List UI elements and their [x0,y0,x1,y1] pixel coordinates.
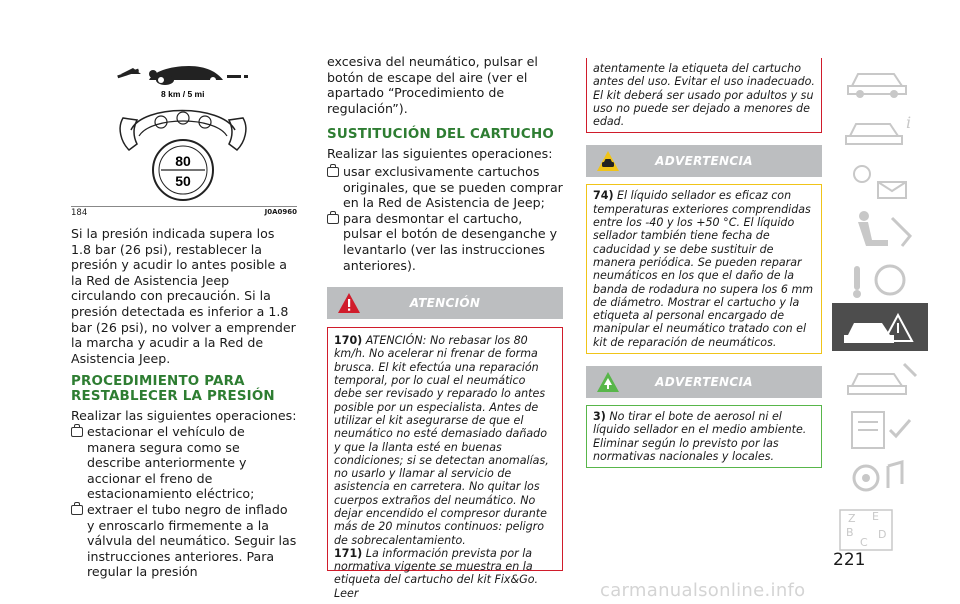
gauge-top-value: 80 [175,153,191,169]
figure-number: 184 [71,208,88,218]
index-icon[interactable] [832,506,928,552]
car-bullet-icon [71,505,83,515]
advertencia-banner [586,145,822,177]
warning-item: 171) La información prevista por la normativa vigente se muestra en la etiqueta del cartucho del kit Fix&Go. Leer [334,546,539,600]
intro-text: Realizar las siguientes operaciones: [327,146,553,162]
driving-steering-icon[interactable] [832,256,928,302]
section-heading: SUSTITUCIÓN DEL CARTUCHO [327,127,554,143]
emergency-car-icon[interactable] [832,303,928,351]
svg-text:E: E [872,510,879,523]
attention-box [327,327,563,600]
svg-text:D: D [878,528,887,541]
seat-safety-icon[interactable] [832,206,928,252]
body-paragraph: Si la presión indicada supera los 1.8 bar (26 psi), restablecer la presión y acudir lo antes posible a la Red de Asistencia Jeep circulando con precaución. Si la presión detectada es inferior a 1.8 bar (26 psi), no volver a emprender la marcha y acudir a la Red de Asistencia Jeep. [71,226,296,366]
attention-title: ATENCIÓN [409,296,481,311]
figure-184 [71,58,297,208]
speed-limit-illustration [71,58,297,208]
svg-text:Z: Z [848,512,856,525]
advertencia-title: ADVERTENCIA [655,375,753,390]
maintenance-car-icon[interactable] [832,356,928,402]
column-2 [327,0,563,600]
car-bullet-icon [71,427,83,437]
column-1 [71,0,297,580]
car-icon [117,66,248,85]
lights-warning-icon[interactable] [832,156,928,202]
svg-text:C: C [860,536,868,549]
list-item: usar exclusivamente cartuchos originales, que se pueden comprar en la Red de Asistencia de Jeep; [327,164,563,211]
section-heading: PROCEDIMIENTO PARA RESTABLECER LA PRESIÓN [71,374,275,405]
car-info-icon[interactable] [832,56,928,102]
car-info-i-icon[interactable] [832,106,928,152]
car-bullet-icon [327,214,339,224]
gauge-bottom-value: 50 [175,173,191,189]
attention-banner [327,287,563,319]
body-paragraph: excesiva del neumático, pulsar el botón de escape del aire (ver el apartado “Procedimiento de regulación”). [327,54,538,116]
column-3 [586,0,822,468]
advertencia-box: 74) El líquido sellador es eficaz con temperaturas exteriores comprendidas entre los -40 y los +50 °C. El líquido sellador también tiene fecha de caducidad y se debe sustituir de manera periódica. Se pueden reparar neumáticos en los que el daño de la banda de rodadura no supera los 6 mm de diámetro. Mostrar el cartucho y la etiqueta al personal encargado de manipular el neumático tratado con el kit de reparación de neumáticos. [586,184,822,354]
advertencia-box: 3) No tirar el bote de aerosol ni el líquido sellador en el medio ambiente. Eliminar según lo previsto por las normativas nacionales y locales. [586,405,822,468]
speed-label: 8 km / 5 mi [161,89,205,99]
figure-code: J0A0960 [264,208,297,216]
advertencia-banner [586,366,822,398]
warning-item: 170) ATENCIÓN: No rebasar los 80 km/h. No acelerar ni frenar de forma brusca. El kit efectúa una reparación temporal, por lo cual el neumático debe ser revisado y reparado lo antes posible por un especialista. Antes de utilizar el kit asegurarse de que el neumático no esté demasiado dañado y que la llanta esté en buenas condiciones; si se detectan anomalías, no usarlo y llamar al servicio de asistencia en carretera. No quitar los cuerpos extraños del neumático. No dejar encendido el compresor durante más de 20 minutos continuos: peligro de sobrecalentamiento. [334,334,549,547]
technical-data-icon[interactable] [832,406,928,452]
page-number: 221 [833,550,866,570]
advertencia-title: ADVERTENCIA [655,154,753,169]
svg-text:i: i [906,113,912,132]
svg-text:B: B [846,526,854,539]
attention-box-continued: atentamente la etiqueta del cartucho antes del uso. Evitar el uso inadecuado. El kit deberá ser usado por adultos y su uso no puede ser dejado a menores de edad. [586,58,822,133]
list-item: para desmontar el cartucho, pulsar el botón de desenganche y levantarlo (ver las instrucciones anteriores). [327,211,563,273]
multimedia-icon[interactable] [832,456,928,502]
intro-text: Realizar las siguientes operaciones: [71,408,297,424]
list-item: estacionar el vehículo de manera segura como se describe anteriormente y accionar el freno de estacionamiento eléctrico; [71,424,297,502]
car-bullet-icon [327,167,339,177]
watermark: carmanualsonline.info [600,580,806,601]
list-item: extraer el tubo negro de inflado y enroscarlo firmemente a la válvula del neumático. Seguir las instrucciones anteriores. Para regular la presión [71,502,297,580]
